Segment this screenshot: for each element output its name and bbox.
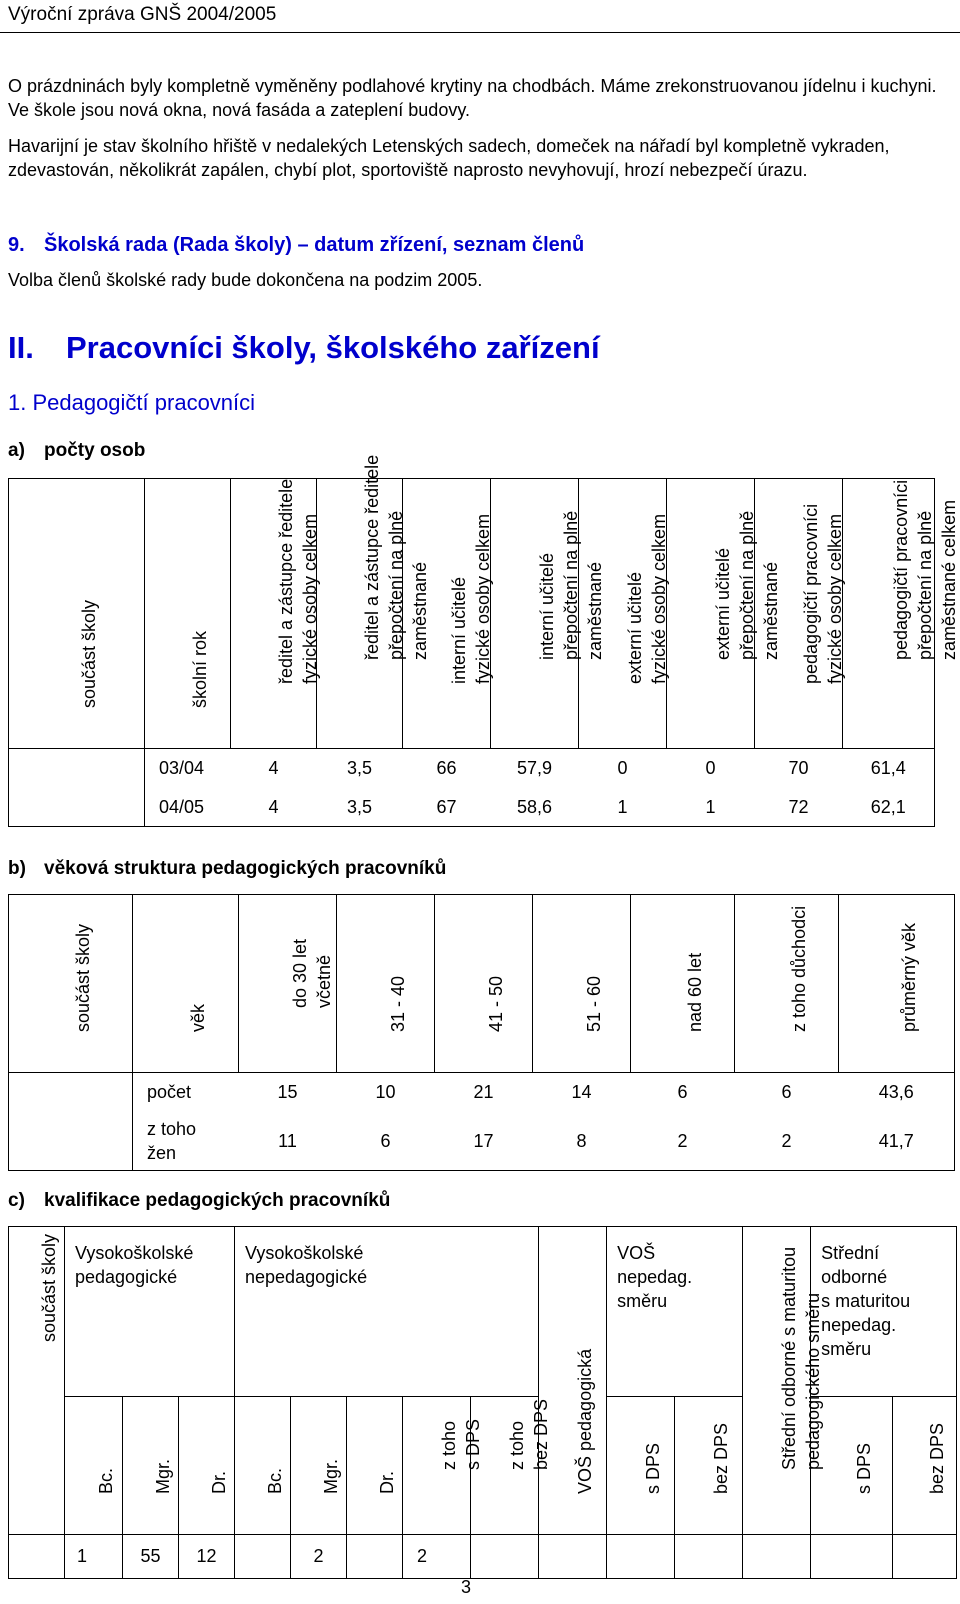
table-c-header-cell	[347, 1397, 403, 1535]
table-c-header-label: Dr.	[376, 1470, 397, 1494]
table-a-header-label: externí učitelé přepočtení na plně zaměstnané	[712, 510, 781, 660]
table-a-header-row	[9, 479, 935, 749]
table-row-label: z toho žen	[133, 1113, 239, 1171]
table-b-header-label: průměrný věk	[898, 922, 919, 1032]
table-a-header-label: ředitel a zástupce ředitele fyzické osoby celkem	[275, 478, 320, 684]
table-a-header-cell	[843, 479, 959, 749]
table-cell	[471, 1535, 539, 1579]
table-c-heading	[8, 1190, 390, 1212]
table-b-header-label: z toho důchodci	[788, 905, 809, 1032]
table-cell: 6	[677, 1082, 688, 1103]
table-cell: 1	[579, 789, 667, 827]
table-c-header-label: VOŠ pedagogická	[574, 1348, 595, 1494]
table-row-label: počet	[147, 1082, 192, 1103]
table-b-header-label: nad 60 let	[684, 952, 705, 1032]
table-c-header-row-1	[9, 1227, 957, 1397]
table-c-header-cell	[743, 1227, 823, 1535]
table-a-header-cell	[9, 479, 145, 749]
section-9-title: Školská rada (Rada školy) – datum zřízení, seznam členů	[44, 234, 585, 256]
table-cell: 1	[65, 1535, 123, 1579]
section-9-text: Volba členů školské rady bude dokončena na podzim 2005.	[8, 270, 483, 290]
table-a-header-cell	[403, 479, 491, 749]
table-cell: 2	[403, 1535, 471, 1579]
table-a-header-label: interní učitelé přepočtení na plně zaměstnané	[536, 510, 605, 660]
table-a-heading	[8, 440, 145, 462]
table-c-header-label: Bc.	[264, 1467, 285, 1494]
table-b-header-cell	[337, 895, 435, 1073]
table-c-group-so-mat-neped: Střední odborné s maturitou nepedag. směru	[811, 1227, 957, 1397]
table-cell	[743, 1535, 811, 1579]
table-a-title: počty osob	[44, 440, 146, 461]
table-a-header-label: externí učitelé fyzické osoby celkem	[624, 513, 669, 684]
table-cell: 12	[179, 1535, 235, 1579]
table-row	[9, 1073, 955, 1113]
table-b-heading	[8, 858, 446, 880]
table-row	[9, 789, 935, 827]
table-cell: 66	[436, 758, 457, 779]
table-b-header-cell	[839, 895, 955, 1073]
table-c-header-label: součást školy	[38, 1233, 59, 1342]
table-c-header-cell	[675, 1397, 743, 1535]
table-cell	[539, 1535, 607, 1579]
table-b-header-cell	[631, 895, 735, 1073]
table-cell: 3,5	[346, 758, 373, 779]
header-rule	[0, 32, 960, 33]
table-cell: 04/05	[145, 789, 231, 827]
table-c-header-cell	[403, 1397, 483, 1535]
table-a-header-label: ředitel a zástupce ředitele přepočtení na plně zaměstnané	[361, 454, 430, 660]
table-c-header-label: bez DPS	[710, 1422, 731, 1494]
table-cell: 4	[231, 789, 317, 827]
table-b-age-structure	[8, 894, 955, 1171]
table-cell: 2	[291, 1535, 347, 1579]
page-number: 3	[461, 1577, 472, 1597]
table-cell	[811, 1535, 893, 1579]
table-c-header-cell	[607, 1397, 675, 1535]
table-c-letter: c)	[8, 1190, 25, 1211]
table-b-school-part-cell	[9, 1073, 133, 1171]
table-c-header-label: Mgr.	[152, 1458, 173, 1494]
table-b-letter: b)	[8, 858, 26, 879]
table-cell: 11	[239, 1113, 337, 1171]
table-b-header-label: do 30 let včetně	[289, 938, 334, 1008]
table-a-header-label: interní učitelé fyzické osoby celkem	[448, 513, 493, 684]
table-c-header-label: Bc.	[95, 1467, 116, 1494]
document-header: Výroční zpráva GNŠ 2004/2005	[8, 4, 277, 25]
table-a-header-cell	[667, 479, 781, 749]
table-a-header-cell	[145, 479, 231, 749]
section-1-heading: 1. Pedagogičtí pracovníci	[8, 390, 256, 415]
table-b-header-cell	[9, 895, 133, 1073]
table-cell: 4	[268, 758, 279, 779]
table-c-qualification	[8, 1226, 957, 1579]
table-cell: 21	[473, 1082, 494, 1103]
table-cell: 17	[435, 1113, 533, 1171]
table-c-header-cell	[9, 1227, 65, 1535]
table-row	[9, 1113, 955, 1171]
table-cell	[235, 1535, 291, 1579]
table-cell	[9, 1535, 65, 1579]
table-c-header-cell	[471, 1397, 551, 1535]
table-cell: 55	[123, 1535, 179, 1579]
table-cell	[893, 1535, 957, 1579]
section-9-heading	[8, 234, 584, 257]
table-c-header-label: s DPS	[853, 1442, 874, 1494]
table-c-header-cell	[235, 1397, 291, 1535]
table-b-header-label: 41 - 50	[485, 975, 506, 1032]
table-a-letter: a)	[8, 440, 25, 461]
table-cell: 57,9	[516, 758, 553, 779]
table-b-header-label: 31 - 40	[387, 975, 408, 1032]
table-row	[9, 1535, 957, 1579]
table-cell	[347, 1535, 403, 1579]
table-c-header-row-2	[9, 1397, 957, 1535]
table-cell: 8	[533, 1113, 631, 1171]
section-9-number: 9.	[8, 234, 25, 256]
table-cell: 2	[735, 1113, 839, 1171]
table-c-group-vs-neped: Vysokoškolské nepedagogické	[235, 1227, 539, 1397]
table-cell: 6	[337, 1113, 435, 1171]
section-II-heading	[8, 330, 600, 366]
table-c-header-cell	[811, 1397, 893, 1535]
table-c-header-label: s DPS	[642, 1442, 663, 1494]
table-c-header-label: Mgr.	[320, 1458, 341, 1494]
table-b-header-cell	[533, 895, 631, 1073]
table-b-header-label: věk	[187, 1003, 208, 1032]
table-cell: 6	[781, 1082, 792, 1103]
table-a-header-cell	[491, 479, 605, 749]
table-c-header-cell	[291, 1397, 347, 1535]
table-cell: 0	[705, 758, 716, 779]
table-c-header-label: z toho bez DPS	[506, 1398, 551, 1470]
table-cell: 10	[375, 1082, 396, 1103]
table-c-group-vs-ped: Vysokoškolské pedagogické	[65, 1227, 235, 1397]
table-b-header-label: součást školy	[72, 923, 93, 1032]
table-b-header-cell	[239, 895, 337, 1073]
table-a-header-cell	[317, 454, 430, 749]
table-cell: 1	[667, 789, 755, 827]
table-cell: 03/04	[159, 758, 205, 779]
table-cell: 70	[788, 758, 809, 779]
table-row	[9, 749, 935, 789]
table-b-header-row	[9, 895, 955, 1073]
table-b-header-cell	[435, 895, 533, 1073]
table-b-header-cell	[735, 895, 839, 1073]
table-c-title: kvalifikace pedagogických pracovníků	[44, 1190, 391, 1211]
table-c-header-cell	[539, 1227, 607, 1535]
table-a-header-cell	[755, 479, 843, 749]
table-c-group-vos-neped: VOŠ nepedag. směru	[607, 1227, 743, 1397]
table-cell: 67	[403, 789, 491, 827]
paragraph-renovation: O prázdninách byly kompletně vyměněny podlahové krytiny na chodbách. Máme zrekonstruovanou jídelnu i kuchyni. Ve škole jsou nová okna, nová fasáda a zateplení budovy.	[8, 76, 937, 120]
table-cell	[675, 1535, 743, 1579]
table-a-header-cell	[579, 479, 667, 749]
table-c-header-cell	[123, 1397, 179, 1535]
table-cell: 0	[617, 758, 628, 779]
table-cell: 41,7	[839, 1113, 955, 1171]
table-a-staff-counts	[8, 454, 959, 827]
table-cell	[607, 1535, 675, 1579]
table-c-header-cell	[179, 1397, 235, 1535]
table-c-header-cell	[893, 1397, 957, 1535]
table-c-header-label: z toho s DPS	[438, 1418, 483, 1470]
table-cell: 61,4	[843, 749, 935, 789]
table-a-header-label: pedagogičtí pracovníci fyzické osoby celkem	[800, 503, 845, 684]
table-cell: 72	[755, 789, 843, 827]
table-c-header-label: bez DPS	[926, 1422, 947, 1494]
table-cell: 3,5	[317, 789, 403, 827]
paragraph-playground: Havarijní je stav školního hřiště v nedalekých Letenských sadech, domeček na nářadí byl kompletně vykraden, zdevastován, několikrát zapálen, chybí plot, sportoviště naprosto nevyhovují, hrozí nebezpečí úrazu.	[8, 136, 890, 180]
table-a-school-part-cell	[9, 749, 145, 827]
table-a-header-label: součást školy	[78, 599, 99, 708]
section-II-number: II.	[8, 330, 34, 365]
table-cell: 2	[631, 1113, 735, 1171]
table-b-title: věková struktura pedagogických pracovníků	[44, 858, 447, 879]
table-cell: 15	[277, 1082, 298, 1103]
table-cell: 43,6	[839, 1073, 955, 1113]
table-c-header-label: Dr.	[208, 1470, 229, 1494]
table-c-header-cell	[65, 1397, 123, 1535]
table-cell: 62,1	[843, 789, 935, 827]
table-a-header-label: pedagogičtí pracovníci přepočtení na plně zaměstnané celkem	[890, 479, 959, 660]
table-cell: 58,6	[491, 789, 579, 827]
table-c-header-label: Střední odborné s maturitou pedagogického směru	[778, 1246, 823, 1470]
table-b-header-cell	[133, 895, 239, 1073]
table-b-header-label: 51 - 60	[583, 975, 604, 1032]
section-II-title: Pracovníci školy, školského zařízení	[66, 330, 600, 365]
table-a-header-label: školní rok	[189, 630, 210, 708]
table-cell: 14	[571, 1082, 592, 1103]
table-a-header-cell	[231, 478, 320, 749]
